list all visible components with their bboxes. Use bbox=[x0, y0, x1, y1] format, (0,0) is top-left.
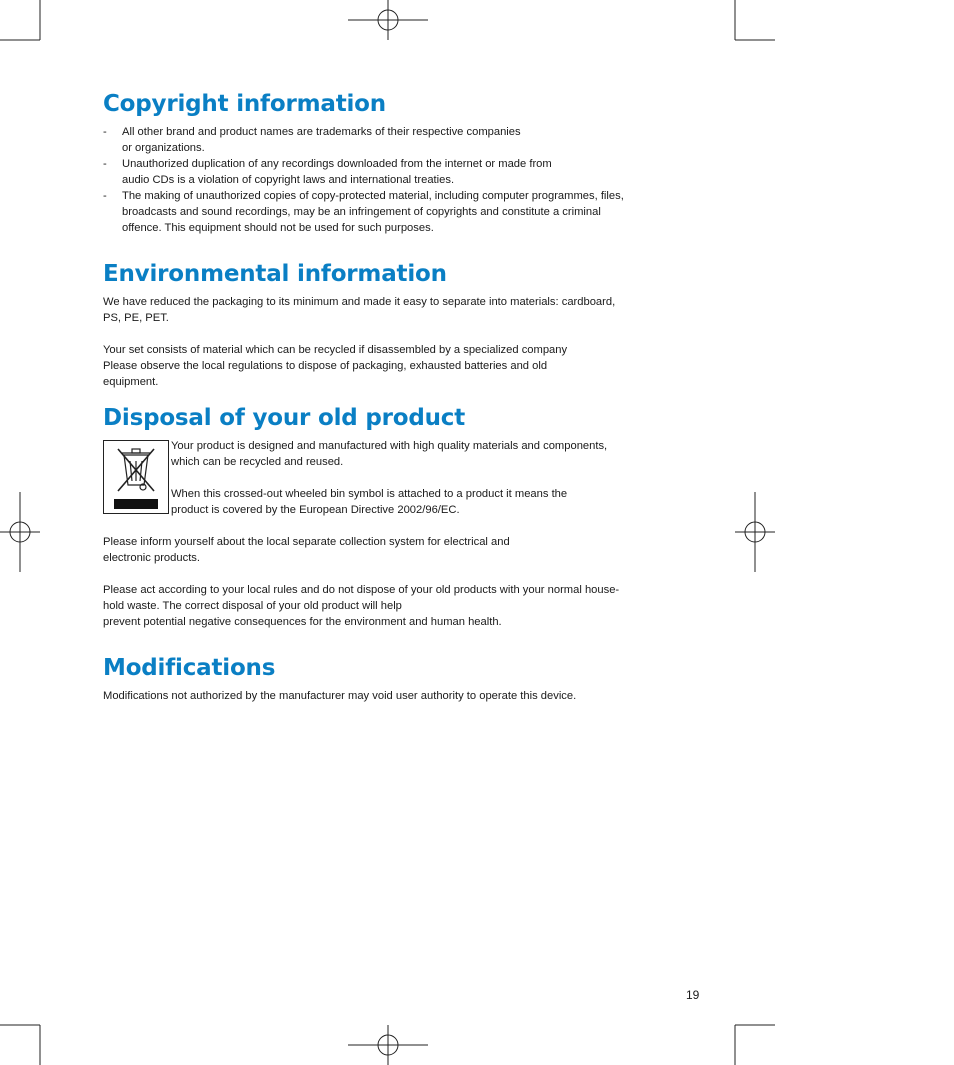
environmental-heading: Environmental information bbox=[103, 261, 447, 287]
disposal-paragraph: Your product is designed and manufactured with high quality materials and components, which can be recycled and reused. bbox=[171, 440, 608, 468]
environmental-paragraph: Your set consists of material which can be recycled if disassembled by a specialized company Please observe the local regulations to dispose of packaging, exhausted batteries and old equipment. bbox=[103, 344, 568, 388]
environmental-paragraph: We have reduced the packaging to its minimum and made it easy to separate into materials: cardboard, PS, PE, PET. bbox=[103, 296, 616, 324]
modifications-paragraph: Modifications not authorized by the manufacturer may void user authority to operate this device. bbox=[103, 690, 577, 702]
copyright-item: - The making of unauthorized copies of copy-protected material, including computer programmes, files, broadcasts and sound recordings, may be an infringement of copyrights and constitute a criminal offence. This equipment should not be used for such purposes. bbox=[103, 188, 673, 236]
copyright-item: - Unauthorized duplication of any recordings downloaded from the internet or made from audio CDs is a violation of copyright laws and international treaties. bbox=[103, 156, 673, 188]
disposal-text bbox=[171, 438, 607, 518]
copyright-section bbox=[103, 90, 673, 236]
disposal-paragraph: Please inform yourself about the local separate collection system for electrical and electronic products. bbox=[103, 536, 510, 564]
disposal-section bbox=[103, 404, 673, 630]
environmental-section bbox=[103, 260, 673, 390]
page-number: 19 bbox=[686, 988, 700, 1002]
disposal-paragraph: Please act according to your local rules and do not dispose of your old products with your normal house- hold waste. The correct disposal of your old product will help prevent potential negative consequences for the environment and human health. bbox=[103, 584, 620, 628]
page-content bbox=[103, 90, 673, 728]
disposal-heading: Disposal of your old product bbox=[103, 405, 465, 431]
disposal-intro bbox=[103, 438, 673, 518]
modifications-heading: Modifications bbox=[103, 655, 276, 681]
modifications-section bbox=[103, 654, 673, 704]
disposal-paragraph: When this crossed-out wheeled bin symbol is attached to a product it means the product is covered by the European Directive 2002/96/EC. bbox=[171, 488, 568, 516]
copyright-item: - All other brand and product names are trademarks of their respective companies or organizations. bbox=[103, 124, 673, 156]
crossed-out-wheeled-bin-icon bbox=[103, 440, 169, 514]
copyright-heading: Copyright information bbox=[103, 91, 386, 117]
copyright-list bbox=[103, 124, 673, 236]
